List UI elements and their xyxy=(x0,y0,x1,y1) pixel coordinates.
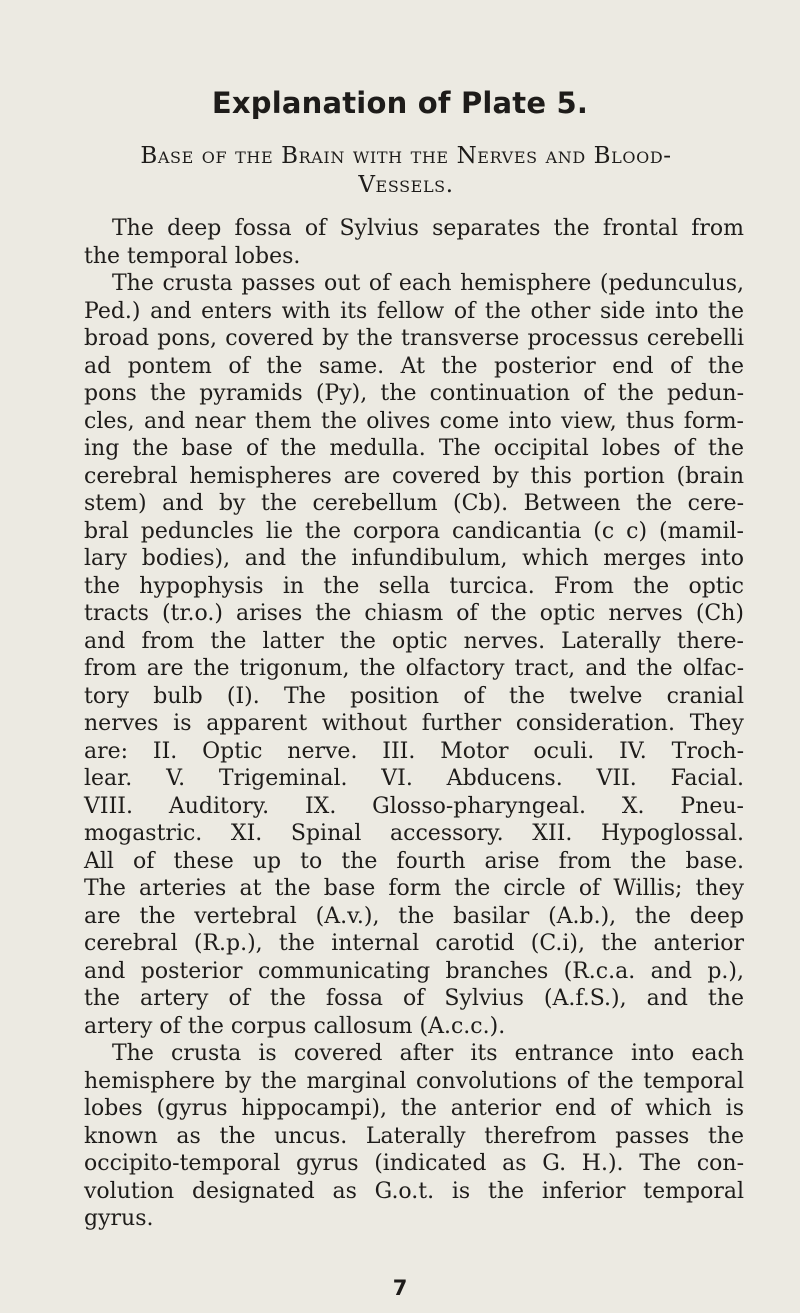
text-line: cerebral hemispheres are covered by this portion (brain xyxy=(84,463,744,489)
text-line: tory bulb (I). The position of the twelve cranial xyxy=(84,683,744,709)
text-line: ad pontem of the same. At the posterior end of the xyxy=(84,353,744,379)
text-line: the hypophysis in the sella turcica. From the optic xyxy=(84,573,744,599)
text-line: and from the latter the optic nerves. Laterally there- xyxy=(84,628,744,654)
text-line: The arteries at the base form the circle of Willis; they xyxy=(84,876,744,901)
text-line: cerebral (R.p.), the internal carotid (C.i), the anterior xyxy=(84,931,744,956)
text-line: are the vertebral (A.v.), the basilar (A.b.), the deep xyxy=(84,903,744,929)
text-line: occipito-temporal gyrus (indicated as G. H.). The con- xyxy=(84,1151,744,1176)
text-line: lary bodies), and the infundibulum, which merges into xyxy=(84,546,744,571)
text-line: volution designated as G.o.t. is the inferior temporal xyxy=(84,1178,744,1204)
text-line: mogastric. XI. Spinal accessory. XII. Hypoglossal. xyxy=(84,821,744,846)
section-subtitle xyxy=(80,142,732,200)
text-line: ing the base of the medulla. The occipital lobes of the xyxy=(84,436,744,461)
text-line: tracts (tr.o.) arises the chiasm of the optic nerves (Ch) xyxy=(84,601,744,626)
text-line: Ped.) and enters with its fellow of the other side into the xyxy=(84,298,744,324)
text-line: hemisphere by the marginal convolutions of the temporal xyxy=(84,1068,744,1094)
text-line: The crusta is covered after its entrance into each xyxy=(112,1041,744,1066)
body-text xyxy=(84,215,744,1233)
text-line: from are the trigonum, the olfactory tract, and the olfac- xyxy=(84,656,744,681)
text-line: VIII. Auditory. IX. Glosso-pharyngeal. X. Pneu- xyxy=(84,793,744,819)
text-line: nerves is apparent without further consideration. They xyxy=(84,711,744,736)
text-line: known as the uncus. Laterally therefrom passes the xyxy=(84,1123,744,1149)
subtitle-line: Vessels. xyxy=(358,172,454,198)
text-line: gyrus. xyxy=(84,1206,154,1231)
text-line: the artery of the fossa of Sylvius (A.f.S.), and the xyxy=(84,986,744,1011)
text-line: pons the pyramids (Py), the continuation of the pedun- xyxy=(84,381,744,406)
text-line: stem) and by the cerebellum (Cb). Between the cere- xyxy=(84,491,744,516)
text-line: bral peduncles lie the corpora candicantia (c c) (mamil- xyxy=(84,518,744,544)
text-line: broad pons, covered by the transverse processus cerebelli xyxy=(84,326,744,351)
text-line: the temporal lobes. xyxy=(84,243,301,269)
text-line: and posterior communicating branches (R.c.a. and p.), xyxy=(84,958,744,984)
text-line: lobes (gyrus hippocampi), the anterior end of which is xyxy=(84,1096,744,1121)
text-line: artery of the corpus callosum (A.c.c.). xyxy=(84,1013,506,1039)
text-line: lear. V. Trigeminal. VI. Abducens. VII. Facial. xyxy=(84,766,744,791)
text-line: are: II. Optic nerve. III. Motor oculi. IV. Troch- xyxy=(84,738,744,764)
subtitle-line: Base of the Brain with the Nerves and Blood- xyxy=(140,143,672,169)
text-line: The crusta passes out of each hemisphere (pedunculus, xyxy=(112,271,744,296)
text-line: The deep fossa of Sylvius separates the frontal from xyxy=(112,216,744,241)
text-line: All of these up to the fourth arise from the base. xyxy=(84,848,744,874)
page-number: 7 xyxy=(392,1276,408,1300)
page-heading: Explanation of Plate 5. xyxy=(211,86,589,120)
text-line: cles, and near them the olives come into view, thus form- xyxy=(84,408,744,434)
